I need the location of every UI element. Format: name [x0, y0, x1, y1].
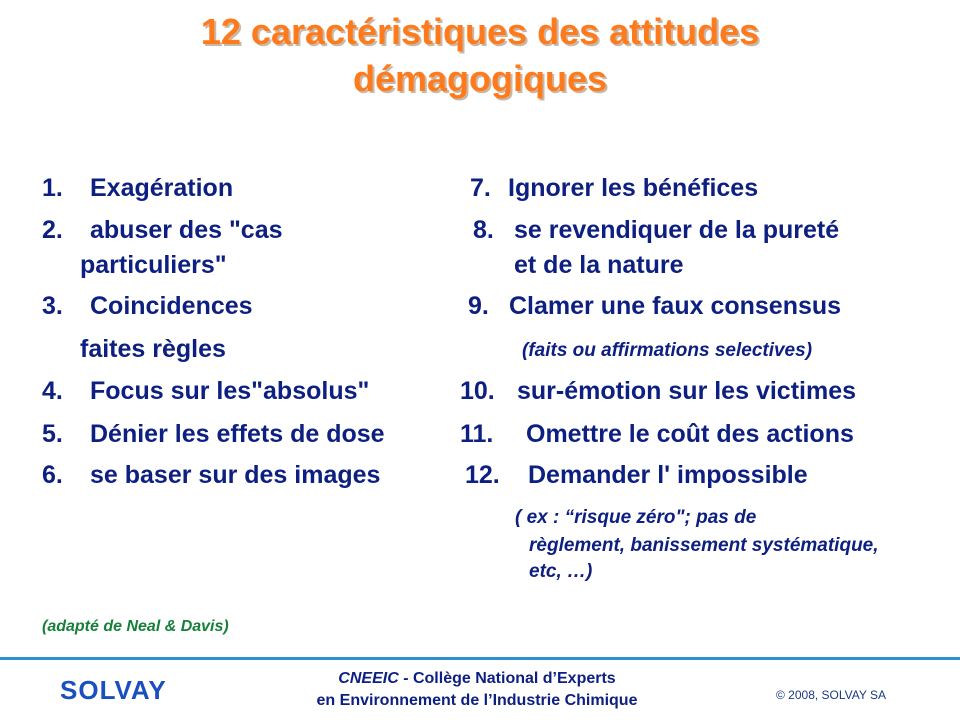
- item-number: 11.: [460, 420, 494, 448]
- item-text: Exagération: [90, 174, 234, 202]
- item-12-note-line-3: etc, …): [529, 561, 593, 582]
- item-number: 6.: [42, 461, 63, 489]
- organization-line-2: en Environnement de l’Industrie Chimique: [316, 692, 638, 709]
- organization-acronym: CNEEIC -: [338, 670, 409, 687]
- item-text-continuation: et de la nature: [514, 251, 684, 279]
- footer-divider: [0, 657, 960, 660]
- item-text: sur-émotion sur les victimes: [517, 377, 857, 405]
- item-number: 4.: [42, 377, 63, 405]
- copyright-notice: © 2008, SOLVAY SA: [776, 688, 887, 702]
- item-text: Dénier les effets de dose: [90, 420, 385, 448]
- item-12-note-line-1: ( ex : “risque zéro"; pas de: [515, 507, 757, 528]
- item-text-continuation: particuliers": [80, 251, 227, 279]
- item-number: 9.: [468, 292, 489, 320]
- item-text: abuser des "cas: [90, 216, 283, 244]
- item-9-note: (faits ou affirmations selectives): [522, 340, 813, 361]
- item-number: 12.: [465, 461, 500, 489]
- source-citation: (adapté de Neal & Davis): [42, 618, 229, 635]
- item-text: Coincidences: [90, 292, 253, 320]
- solvay-logo: SOLVAY: [60, 675, 167, 705]
- item-text-continuation: faites règles: [80, 335, 226, 363]
- item-number: 1.: [42, 174, 63, 202]
- item-text: Omettre le coût des actions: [526, 420, 854, 448]
- item-number: 5.: [42, 420, 63, 448]
- item-text: Clamer une faux consensus: [509, 292, 842, 320]
- item-number: 10.: [460, 377, 495, 405]
- item-12-note-line-2: règlement, banissement systématique,: [529, 535, 879, 556]
- slide-title-line-1: 12 caractéristiques des attitudes: [200, 11, 760, 52]
- item-number: 3.: [42, 292, 63, 320]
- item-number: 8.: [473, 216, 494, 244]
- item-text: Ignorer les bénéfices: [508, 174, 759, 202]
- organization-name: [262, 668, 692, 712]
- organization-line-1: Collège National d’Experts: [408, 670, 616, 687]
- slide-title-line-2: démagogiques: [352, 58, 608, 99]
- item-text: se baser sur des images: [90, 461, 381, 489]
- item-text: Focus sur les"absolus": [90, 377, 370, 405]
- item-number: 2.: [42, 216, 63, 244]
- item-text: se revendiquer de la pureté: [514, 216, 840, 244]
- slide-title: [0, 8, 960, 102]
- item-text: Demander l' impossible: [528, 461, 808, 489]
- item-number: 7.: [470, 174, 491, 202]
